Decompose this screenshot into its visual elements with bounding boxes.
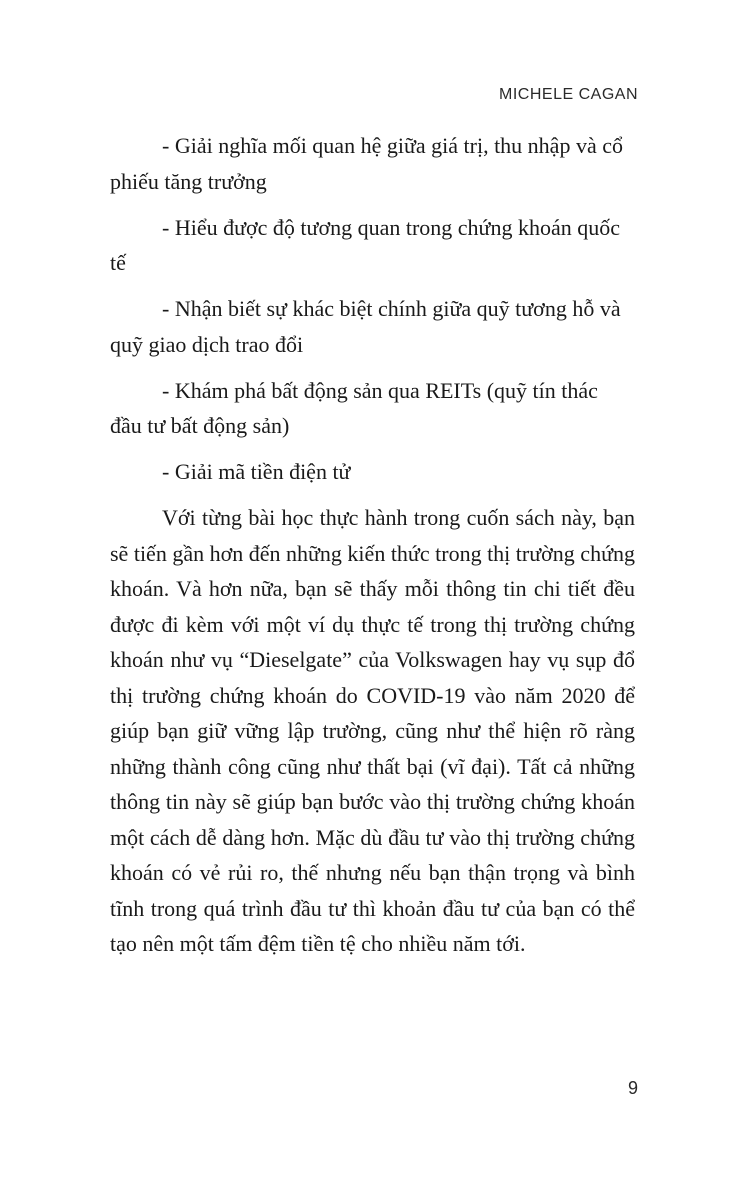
bullet-item-mutual-funds-etfs: - Nhận biết sự khác biệt chính giữa quỹ tương hỗ và quỹ giao dịch trao đổi — [110, 296, 621, 357]
page-number: 9 — [627, 1078, 638, 1098]
bullet-item-cryptocurrency: - Giải mã tiền điện tử — [162, 459, 351, 484]
bullet-item-reits: - Khám phá bất động sản qua REITs (quỹ tín thác đầu tư bất động sản) — [110, 377, 598, 438]
running-header-author: MICHELE CAGAN — [499, 86, 638, 103]
bullet-item-value-income-growth: - Giải nghĩa mối quan hệ giữa giá trị, thu nhập và cổ phiếu tăng trưởng — [110, 133, 623, 194]
page-body — [110, 128, 635, 962]
body-paragraph: Với từng bài học thực hành trong cuốn sách này, bạn sẽ tiến gần hơn đến những kiến thức trong thị trường chứng khoán. Và hơn nữa, bạn sẽ thấy mỗi thông tin chi tiết đều được đi kèm với một ví dụ thực tế trong thị trường chứng khoán như vụ “Dieselgate” của Volkswagen hay vụ sụp đổ thị trường chứng khoán do COVID-19 vào năm 2020 để giúp bạn giữ vững lập trường, cũng như thể hiện rõ ràng những thành công cũng như thất bại (vĩ đại). Tất cả những thông tin này sẽ giúp bạn bước vào thị trường chứng khoán một cách dễ dàng hơn. Mặc dù đầu tư vào thị trường chứng khoán có vẻ rủi ro, thế nhưng nếu bạn thận trọng và bình tĩnh trong quá trình đầu tư thì khoản đầu tư của bạn có thể tạo nên một tấm đệm tiền tệ cho nhiều năm tới. — [110, 505, 635, 956]
bullet-item-international-correlation: - Hiểu được độ tương quan trong chứng khoán quốc tế — [110, 214, 621, 275]
